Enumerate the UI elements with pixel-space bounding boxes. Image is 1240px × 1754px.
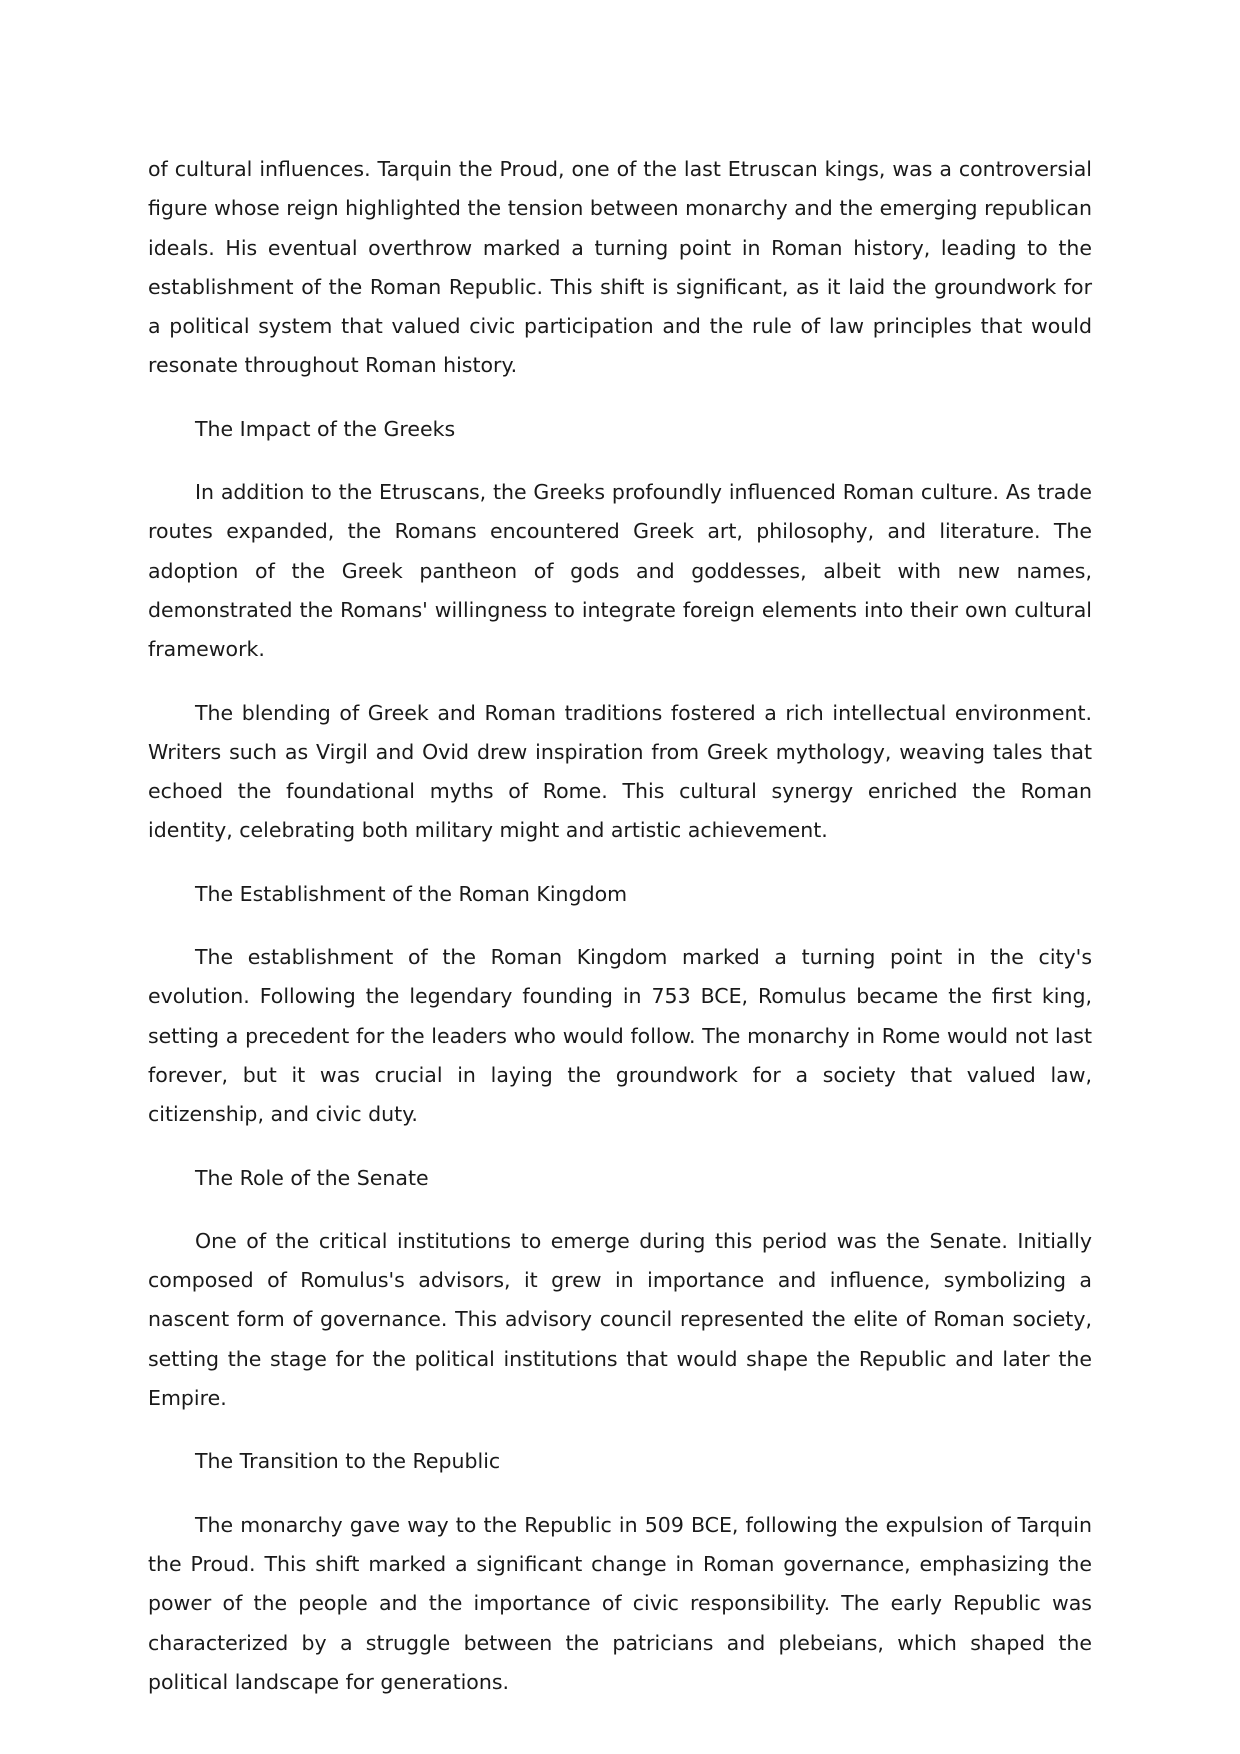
heading-transition-to-republic: The Transition to the Republic xyxy=(195,1449,501,1474)
heading-roman-kingdom: The Establishment of the Roman Kingdom xyxy=(195,881,628,906)
document-page xyxy=(148,150,1092,1726)
paragraph-senate: One of the critical institutions to emerge during this period was the Senate. Initially composed of Romulus's advisors, it grew in importance and influence, symbolizing a nascent form of governance. This advisory council represented the elite of Roman society, setting the stage for the political institutions that would shape the Republic and later the Empire. xyxy=(148,1228,1092,1411)
heading-impact-of-greeks: The Impact of the Greeks xyxy=(195,416,456,441)
heading-role-of-senate: The Role of the Senate xyxy=(195,1165,429,1190)
paragraph-republic: The monarchy gave way to the Republic in 509 BCE, following the expulsion of Tarquin the Proud. This shift marked a significant change in Roman governance, emphasizing the power of the people and the importance of civic responsibility. The early Republic was characterized by a struggle between the patricians and plebeians, which shaped the political landscape for generations. xyxy=(148,1512,1092,1694)
paragraph-greek-roman-blending: The blending of Greek and Roman traditions fostered a rich intellectual environment. Writers such as Virgil and Ovid drew inspiration from Greek mythology, weaving tales that echoed the foundational myths of Rome. This cultural synergy enriched the Roman identity, celebrating both military might and artistic achievement. xyxy=(148,700,1092,843)
paragraph-tarquin: of cultural influences. Tarquin the Proud, one of the last Etruscan kings, was a controversial figure whose reign highlighted the tension between monarchy and the emerging republican ideals. His eventual overthrow marked a turning point in Roman history, leading to the establishment of the Roman Republic. This shift is significant, as it laid the groundwork for a political system that valued civic participation and the rule of law principles that would resonate throughout Roman history. xyxy=(148,157,1092,378)
paragraph-greek-influence: In addition to the Etruscans, the Greeks profoundly influenced Roman culture. As trade routes expanded, the Romans encountered Greek art, philosophy, and literature. The adoption of the Greek pantheon of gods and goddesses, albeit with new names, demonstrated the Romans' willingness to integrate foreign elements into their own cultural framework. xyxy=(148,480,1092,662)
paragraph-roman-kingdom: The establishment of the Roman Kingdom marked a turning point in the city's evolution. Following the legendary founding in 753 BCE, Romulus became the first king, setting a precedent for the leaders who would follow. The monarchy in Rome would not last forever, but it was crucial in laying the groundwork for a society that valued law, citizenship, and civic duty. xyxy=(148,945,1092,1127)
